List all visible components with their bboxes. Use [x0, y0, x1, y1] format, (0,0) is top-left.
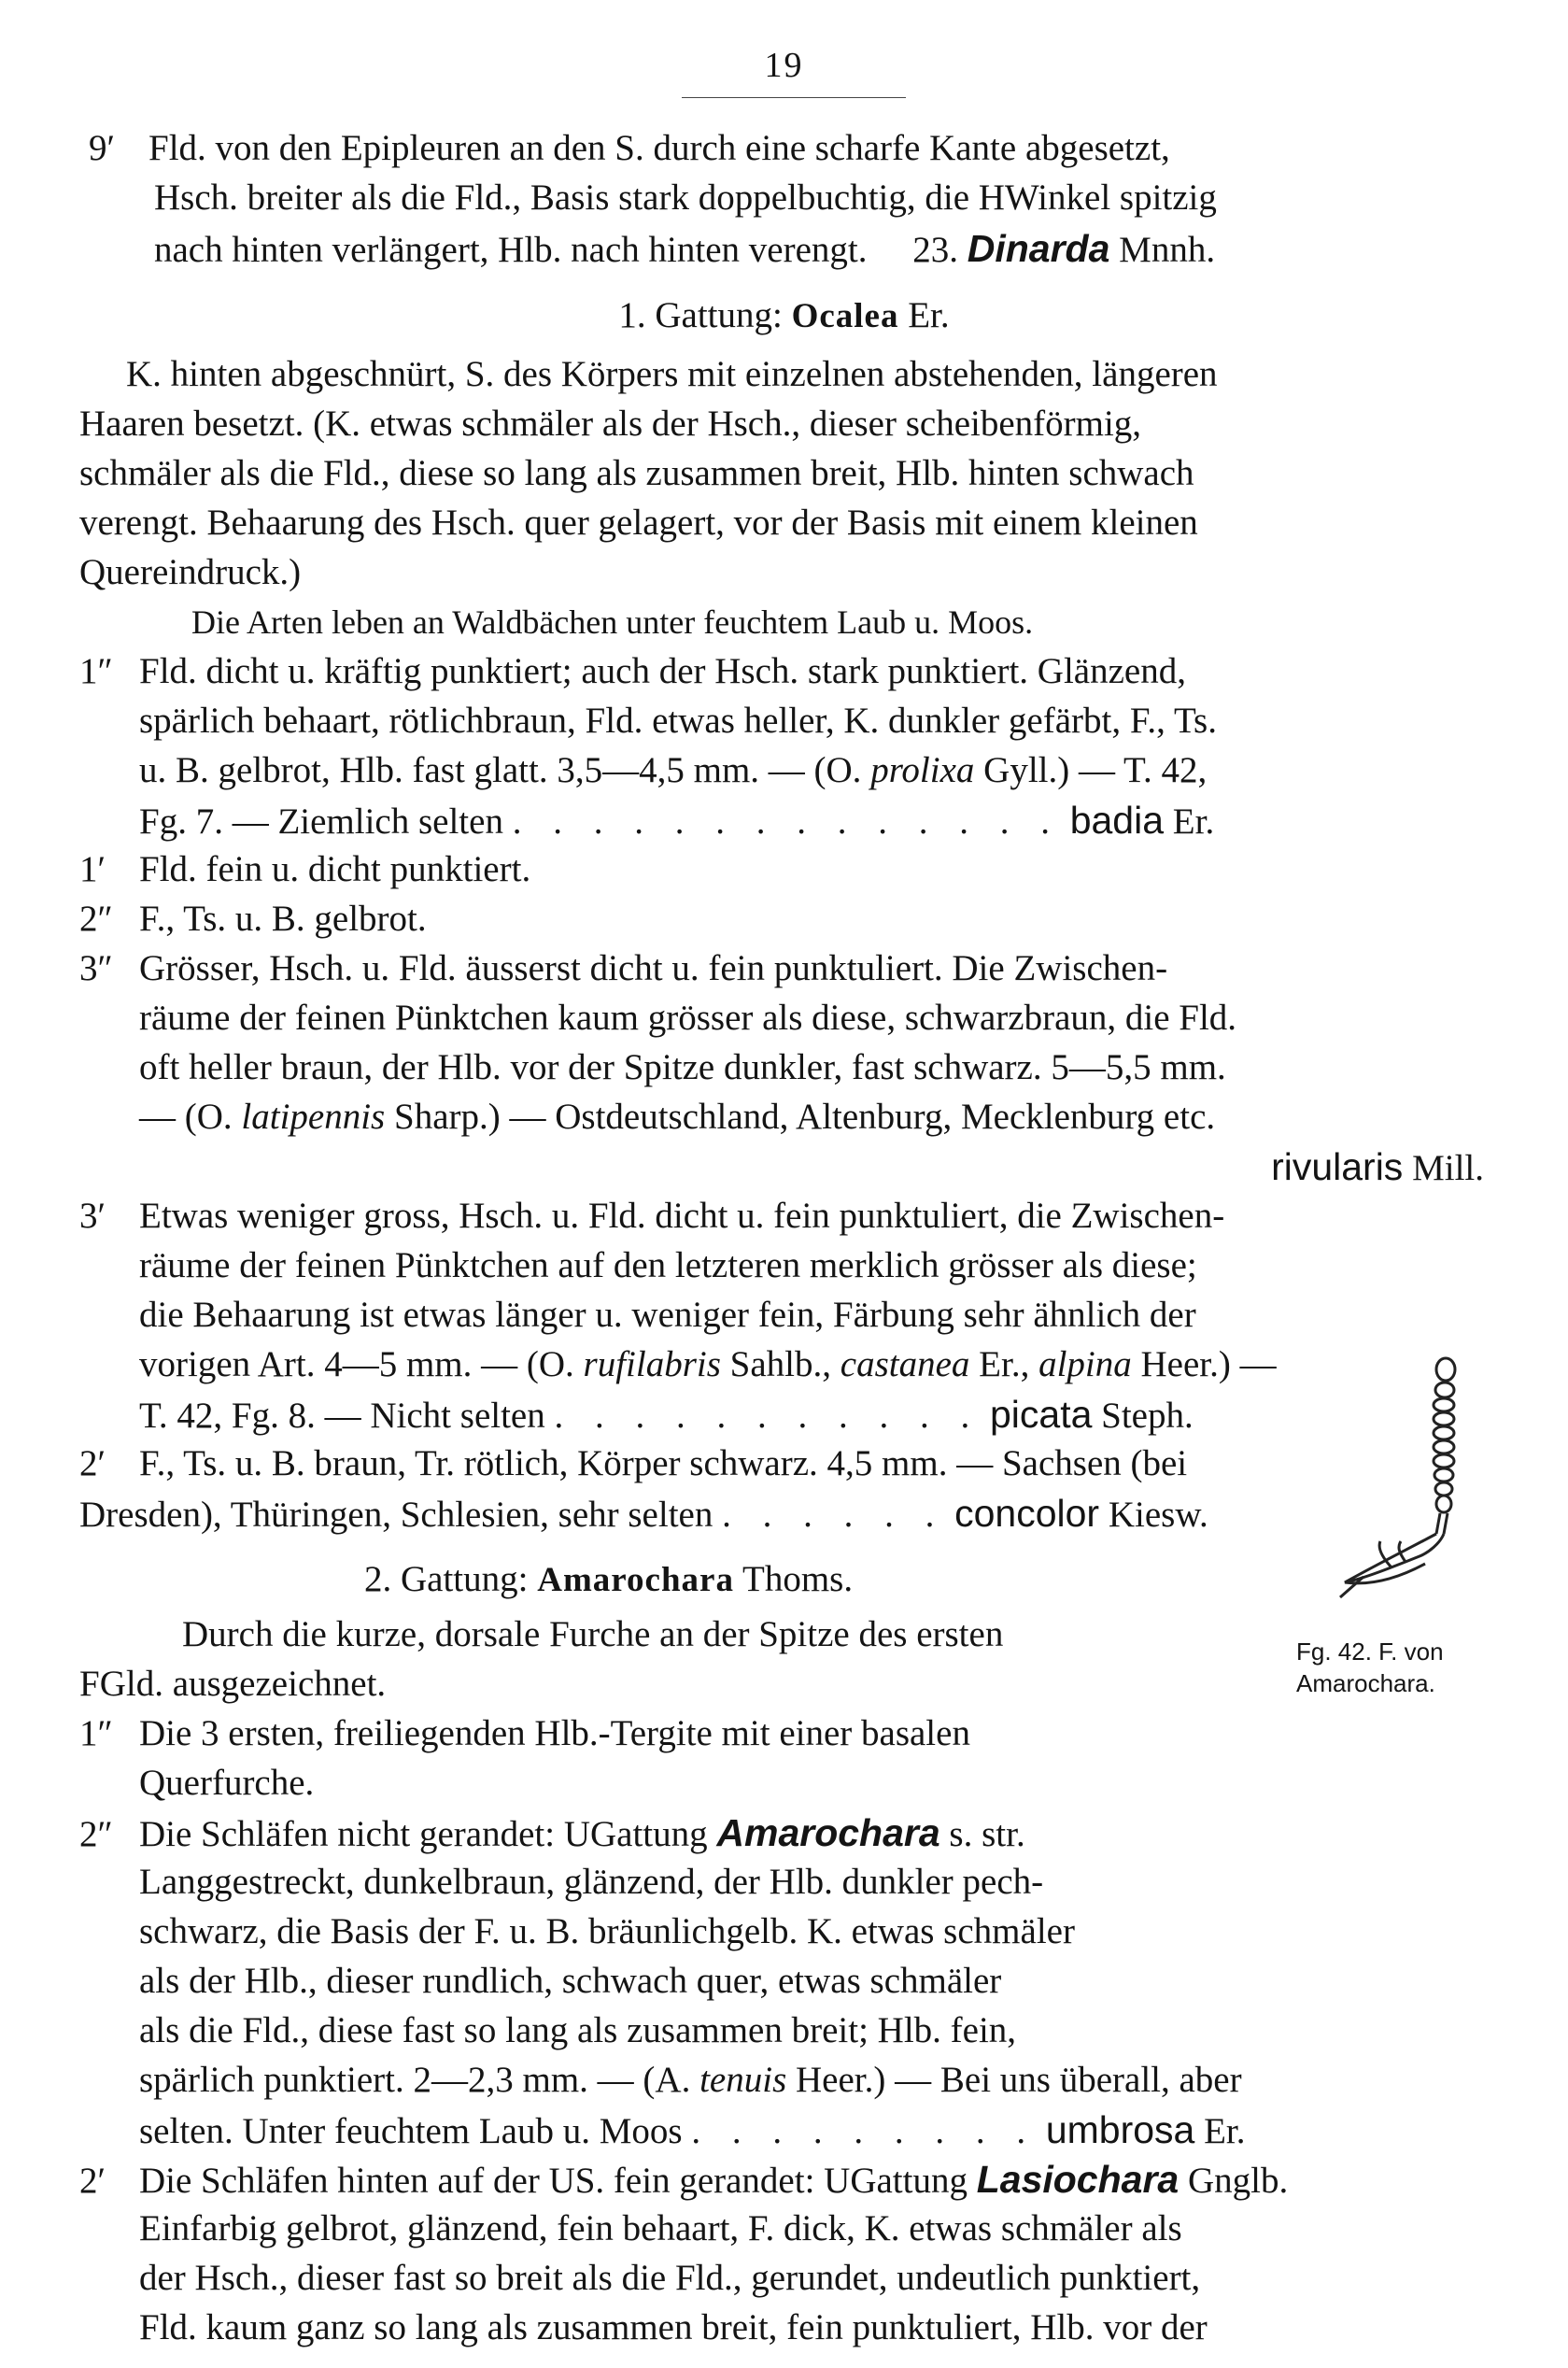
- key-line: Dresden), Thüringen, Schlesien, sehr selten . . . . . . concolor Kiesw.: [79, 1492, 1208, 1535]
- key-line: 3′ Etwas weniger gross, Hsch. u. Fld. dicht u. fein punktuliert, die Zwischen-: [79, 1196, 1225, 1236]
- key-line: als der Hlb., dieser rundlich, schwach quer, etwas schmäler: [139, 1961, 1002, 2001]
- species-name: concolor: [954, 1492, 1100, 1535]
- genus-heading: 2. Gattung: Amarochara Thoms.: [364, 1559, 854, 1599]
- key-line: Langgestreckt, dunkelbraun, glänzend, der Hlb. dunkler pech-: [139, 1862, 1044, 1902]
- key-line: oft heller braun, der Hlb. vor der Spitze dunkler, fast schwarz. 5—5,5 mm.: [139, 1047, 1226, 1087]
- species-name: umbrosa: [1045, 2108, 1195, 2151]
- key-line: räume der feinen Pünktchen auf den letzteren merklich grösser als diese;: [139, 1245, 1197, 1285]
- key-line: T. 42, Fg. 8. — Nicht selten . . . . . . . . . . . picata Steph.: [139, 1393, 1194, 1436]
- page-number: 19: [764, 46, 804, 85]
- genus-description: FGld. ausgezeichnet.: [79, 1664, 387, 1704]
- key-line: der Hsch., dieser fast so breit als die Fld., gerundet, undeutlich punktiert,: [139, 2258, 1201, 2298]
- genus-description: K. hinten abgeschnürt, S. des Körpers mit einzelnen abstehenden, längeren: [126, 354, 1218, 394]
- key-line: rivularis Mill.: [1271, 1145, 1484, 1188]
- key-line: Einfarbig gelbrot, glänzend, fein behaart, F. dick, K. etwas schmäler als: [139, 2208, 1182, 2248]
- key-line: Querfurche.: [139, 1763, 315, 1803]
- key-line: als die Fld., diese fast so lang als zusammen breit; Hlb. fein,: [139, 2010, 1017, 2050]
- habitat-note: Die Arten leben an Waldbächen unter feuchtem Laub u. Moos.: [191, 603, 1034, 641]
- antenna-figure: [1335, 1356, 1476, 1627]
- key-line: 3″ Grösser, Hsch. u. Fld. äusserst dicht u. fein punktuliert. Die Zwischen-: [79, 948, 1168, 988]
- key-line: 1′ Fld. fein u. dicht punktiert.: [79, 849, 531, 889]
- key-line: räume der feinen Pünktchen kaum grösser als diese, schwarzbraun, die Fld.: [139, 998, 1237, 1038]
- key-line: vorigen Art. 4—5 mm. — (O. rufilabris Sahlb., castanea Er., alpina Heer.) —: [139, 1344, 1277, 1384]
- subgenus-name: Lasiochara: [976, 2158, 1180, 2201]
- species-name: picata: [989, 1393, 1093, 1436]
- key-line: 9′ Fld. von den Epipleuren an den S. durch eine scharfe Kante abgesetzt,: [89, 128, 1170, 168]
- key-line: Fg. 7. — Ziemlich selten . . . . . . . . . . . . . . badia Er.: [139, 799, 1215, 842]
- key-line: schwarz, die Basis der F. u. B. bräunlichgelb. K. etwas schmäler: [139, 1911, 1075, 1951]
- key-line: — (O. latipennis Sharp.) — Ostdeutschland, Altenburg, Mecklenburg etc.: [139, 1097, 1216, 1137]
- genus-name: Dinarda: [967, 227, 1110, 270]
- key-line: spärlich punktiert. 2—2,3 mm. — (A. tenuis Heer.) — Bei uns überall, aber: [139, 2060, 1242, 2100]
- species-name: badia: [1069, 799, 1165, 842]
- key-line: Hsch. breiter als die Fld., Basis stark doppelbuchtig, die HWinkel spitzig: [154, 177, 1217, 218]
- key-line: 2″ Die Schläfen nicht gerandet: UGattung Amarochara s. str.: [79, 1811, 1025, 1854]
- key-line: u. B. gelbrot, Hlb. fast glatt. 3,5—4,5 mm. — (O. prolixa Gyll.) — T. 42,: [139, 750, 1208, 790]
- species-name: rivularis: [1271, 1145, 1404, 1188]
- key-line: die Behaarung ist etwas länger u. weniger fein, Färbung sehr ähnlich der: [139, 1295, 1196, 1335]
- key-line: 1″ Die 3 ersten, freiliegenden Hlb.-Tergite mit einer basalen: [79, 1713, 970, 1753]
- subgenus-name: Amarochara: [716, 1811, 940, 1854]
- genus-description: Durch die kurze, dorsale Furche an der Spitze des ersten: [182, 1614, 1004, 1654]
- figure-caption: Fg. 42. F. von: [1296, 1638, 1444, 1666]
- key-line: selten. Unter feuchtem Laub u. Moos . . . . . . . . . umbrosa Er.: [139, 2108, 1246, 2151]
- genus-description: verengt. Behaarung des Hsch. quer gelagert, vor der Basis mit einem kleinen: [79, 503, 1198, 543]
- genus-description: schmäler als die Fld., diese so lang als zusammen breit, Hlb. hinten schwach: [79, 453, 1194, 493]
- genus-heading: 1. Gattung: Ocalea Er.: [618, 295, 950, 335]
- key-line: 2′ Die Schläfen hinten auf der US. fein gerandet: UGattung Lasiochara Gnglb.: [79, 2158, 1289, 2201]
- key-line: 2′ F., Ts. u. B. braun, Tr. rötlich, Körper schwarz. 4,5 mm. — Sachsen (bei: [79, 1443, 1188, 1483]
- genus-description: Quereindruck.): [79, 552, 302, 592]
- key-line: 2″ F., Ts. u. B. gelbrot.: [79, 899, 427, 939]
- key-line: spärlich behaart, rötlichbraun, Fld. etwas heller, K. dunkler gefärbt, F., Ts.: [139, 701, 1217, 741]
- header-rule: [682, 97, 906, 98]
- genus-description: Haaren besetzt. (K. etwas schmäler als der Hsch., dieser scheibenförmig,: [79, 404, 1142, 444]
- key-line: nach hinten verlängert, Hlb. nach hinten verengt. 23. Dinarda Mnnh.: [154, 227, 1216, 270]
- figure-caption: Amarochara.: [1296, 1669, 1435, 1697]
- key-line: 1″ Fld. dicht u. kräftig punktiert; auch der Hsch. stark punktiert. Glänzend,: [79, 651, 1186, 691]
- key-line: Fld. kaum ganz so lang als zusammen breit, fein punktuliert, Hlb. vor der: [139, 2307, 1208, 2347]
